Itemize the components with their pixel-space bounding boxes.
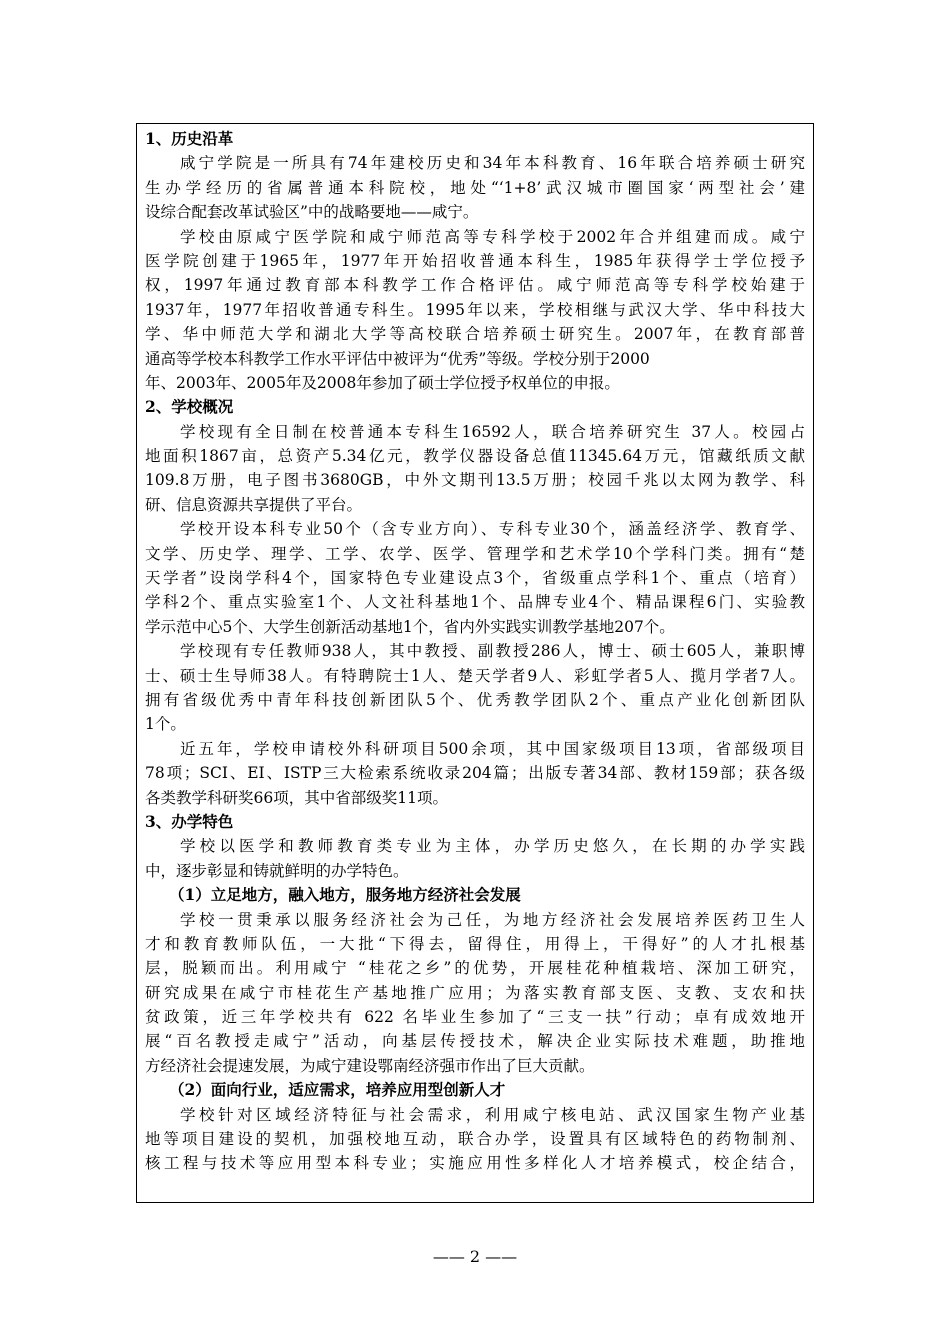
text-line: 78项；SCI、EI、ISTP三大检索系统收录204篇；出版专著34部、教材159部；获各级 xyxy=(145,764,805,783)
section-heading: 2、学校概况 xyxy=(145,397,234,417)
text-line: 设综合配套改革试验区”中的战略要地——咸宁。 xyxy=(145,203,479,222)
text-line: 研、信息资源共享提供了平台。 xyxy=(145,495,363,514)
text-line: 学校以医学和教师教育类专业为主体，办学历史悠久，在长期的办学实践 xyxy=(180,837,805,856)
text-line: 咸宁学院是一所具有74年建校历史和34年本科教育、16年联合培养硕士研究 xyxy=(180,154,805,173)
text-line: 中，逐步彰显和铸就鲜明的办学特色。 xyxy=(145,861,409,880)
text-line: 核工程与技术等应用型本科专业；实施应用性多样化人才培养模式，校企结合， xyxy=(145,1154,805,1173)
text-line: 年、2003年、2005年及2008年参加了硕士学位授予权单位的申报。 xyxy=(145,373,620,392)
section-heading: （1）立足地方，融入地方，服务地方经济社会发展 xyxy=(169,885,521,905)
text-line: 学校现有全日制在校普通本专科生16592人，联合培养研究生 37人。校园占 xyxy=(180,422,805,441)
text-line: 学校针对区域经济特征与社会需求，利用咸宁核电站、武汉国家生物产业基 xyxy=(180,1105,805,1124)
text-line: 拥有省级优秀中青年科技创新团队5个、优秀教学团队2个、重点产业化创新团队 xyxy=(145,690,805,709)
text-line: 学示范中心5个、大学生创新活动基地1个，省内外实践实训教学基地207个。 xyxy=(145,617,675,636)
text-line: 学校一贯秉承以服务经济社会为己任，为地方经济社会发展培养医药卫生人 xyxy=(180,910,805,929)
text-line: 学校由原咸宁医学院和咸宁师范高等专科学校于2002年合并组建而成。咸宁 xyxy=(180,227,805,246)
text-line: 医学院创建于1965年，1977年开始招收普通本科生，1985年获得学士学位授予 xyxy=(145,251,805,270)
section-heading: 3、办学特色 xyxy=(145,811,234,831)
text-line: 研究成果在咸宁市桂花生产基地推广应用；为落实教育部支医、支教、支农和扶 xyxy=(145,983,805,1002)
text-line: 学校现有专任教师938人，其中教授、副教授286人，博士、硕士605人，兼职博 xyxy=(180,642,805,661)
page-number: —— 2 —— xyxy=(432,1247,518,1266)
text-line: 学、华中师范大学和湖北大学等高校联合培养硕士研究生。2007年，在教育部普 xyxy=(145,325,805,344)
content-frame xyxy=(136,123,814,1203)
text-line: 士、硕士生导师38人。有特聘院士1人、楚天学者9人、彩虹学者5人、揽月学者7人。 xyxy=(145,666,805,685)
text-line: 文学、历史学、理学、工学、农学、医学、管理学和艺术学10个学科门类。拥有“楚 xyxy=(145,544,805,563)
text-line: 地等项目建设的契机，加强校地互动，联合办学，设置具有区域特色的药物制剂、 xyxy=(145,1130,805,1149)
text-line: 地面积1867亩，总资产5.34亿元，教学仪器设备总值11345.64万元，馆藏纸质文献 xyxy=(145,447,805,466)
text-line: 各类教学科研奖66项，其中省部级奖11项。 xyxy=(145,788,448,807)
text-line: 方经济社会提速发展，为咸宁建设鄂南经济强市作出了巨大贡献。 xyxy=(145,1056,595,1075)
text-line: 生办学经历的省属普通本科院校，地处“‘1+8’武汉城市圈国家‘两型社会’建 xyxy=(145,178,805,197)
text-line: 近五年，学校申请校外科研项目500余项，其中国家级项目13项，省部级项目 xyxy=(180,739,805,758)
text-line: 层，脱颖而出。利用咸宁 “桂花之乡”的优势，开展桂花种植栽培、深加工研究， xyxy=(145,959,805,978)
text-line: 权，1997年通过教育部本科教学工作合格评估。咸宁师范高等专科学校始建于 xyxy=(145,276,805,295)
text-line: 1937年，1977年招收普通专科生。1995年以来，学校相继与武汉大学、华中科技大 xyxy=(145,300,805,319)
section-heading: （2）面向行业，适应需求，培养应用型创新人才 xyxy=(169,1080,506,1100)
text-line: 学科2个、重点实验室1个、人文社科基地1个、品牌专业4个、精品课程6门、实验教 xyxy=(145,593,805,612)
section-heading: 1、历史沿革 xyxy=(145,129,234,148)
text-line: 1个。 xyxy=(145,715,186,734)
text-line: 109.8万册，电子图书3680GB，中外文期刊13.5万册；校园千兆以太网为教学、科 xyxy=(145,471,805,490)
text-line: 展“百名教授走咸宁”活动，向基层传授技术，解决企业实际技术难题，助推地 xyxy=(145,1032,805,1051)
text-line: 通高等学校本科教学工作水平评估中被评为“优秀”等级。学校分别于2000 xyxy=(145,349,650,368)
text-line: 学校开设本科专业50个（含专业方向）、专科专业30个，涵盖经济学、教育学、 xyxy=(180,520,805,539)
text-line: 天学者”设岗学科4个，国家特色专业建设点3个，省级重点学科1个、重点（培育） xyxy=(145,569,805,588)
text-line: 才和教育教师队伍，一大批“下得去，留得住，用得上，干得好”的人才扎根基 xyxy=(145,934,805,953)
text-line: 贫政策，近三年学校共有 622 名毕业生参加了“三支一扶”行动；卓有成效地开 xyxy=(145,1008,805,1027)
